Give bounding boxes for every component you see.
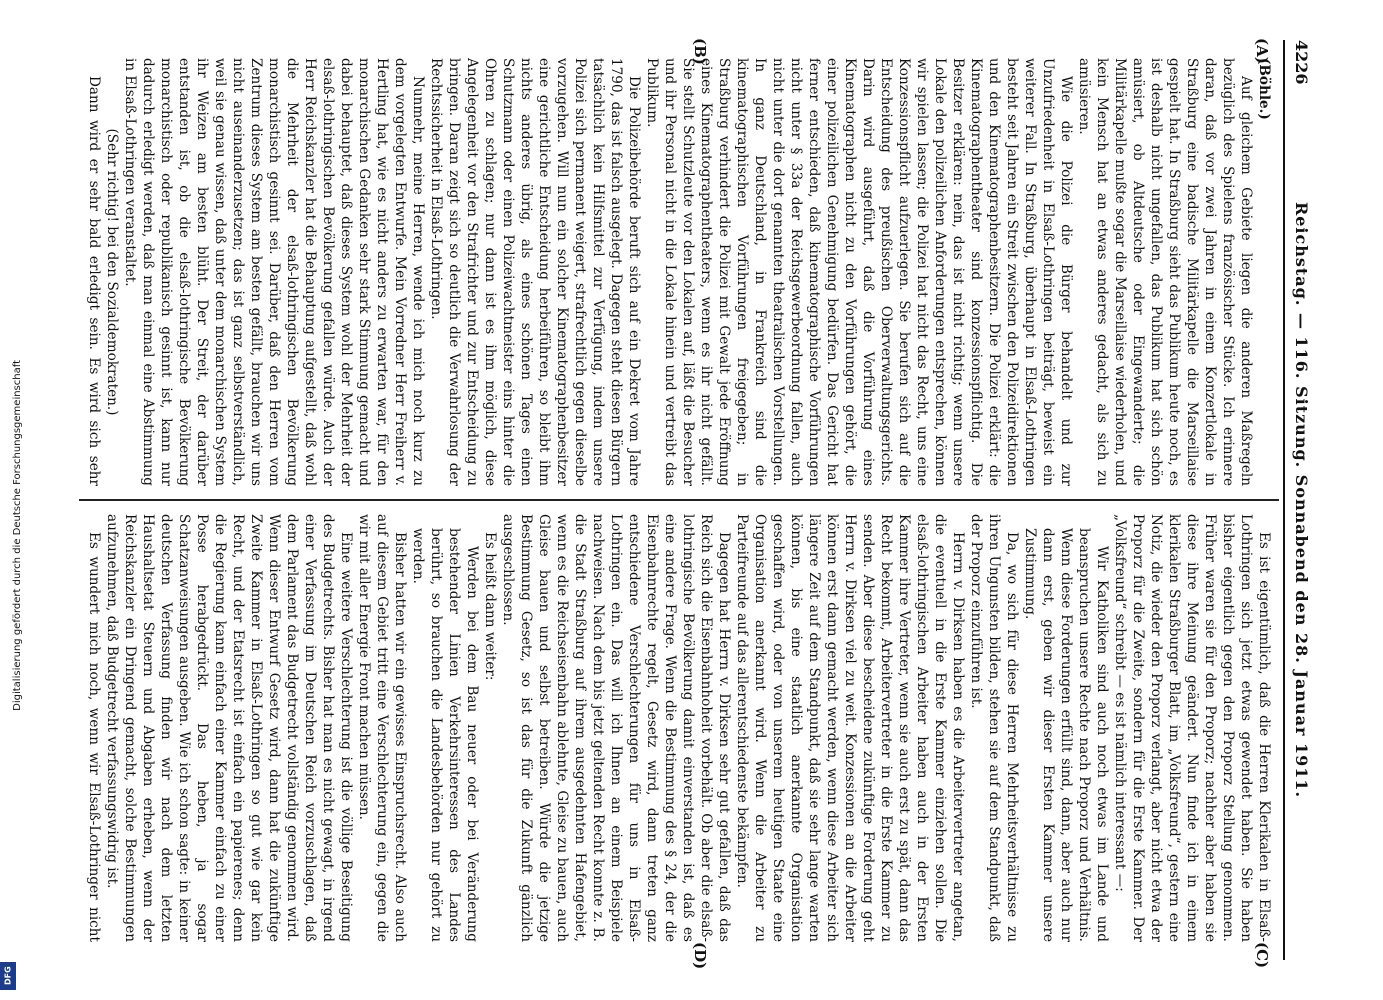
quote-paragraph: Werden bei dem Bau neuer oder bei Veränderung bestehender Linien Verkehrsinteressen des Landes berührt, so brauchen die Landesbehörden nur gehört zu werden. bbox=[410, 528, 480, 942]
paragraph: Es heißt dann weiter: bbox=[482, 532, 498, 681]
interjection: (Sehr richtig! bei den Sozialdemokraten.) bbox=[104, 128, 120, 416]
paragraph: Dagegen hat Herrn v. Dirksen sehr gut gefallen, daß das Reich sich die Eisenbahnhoheit vorbehält. Ob aber die elsaß-lothringische Bevölkerung damit einverstanden ist, daß es eine andere Frage. Wenn die Bestimmung des § 24, der die Eisenbahnrechte regelt, Gesetz wird, dann treten ganz entschiedene Verschlechterungen für uns in Elsaß-Lothringen ein. Das will ich Ihnen an einem Beispiele nachweisen. Nach dem bis jetzt geltenden Recht konnte z. B. die Stadt Straßburg auf ihrem ausgedehnten Hafengebiet, wenn es die Reichseisenbahn ablehnte, Gleise zu bauen, auch Gleise bauen und selbst betreiben. Würde die jetzige Bestimmung Gesetz, so ist das für die Zukunft gänzlich ausgeschlossen. bbox=[500, 514, 732, 942]
paragraph: Herrn v. Dirksen haben es die Arbeitervertreter angetan, die eventuell in die Erste Kammer einziehen sollen. Die elsaß-lothringischen Arbeiter haben auch in der Ersten Kammer ihre Vertreter, wenn sie auch erst zu spät, dann das Recht bekommt, Arbeitervertreter in die Erste Kammer zu senden. Aber diese bescheidene zukünftige Forderung geht Herrn v. Dirksen viel zu weit. Konzessionen an die Arbeiter können erst dann gemacht werden, wenn diese Arbeiter sich längere Zeit auf dem Standpunkt, daß sie sehr lange warten können, bis eine staatlich anerkannte Organisation geschaffen wird, oder von unserem heutigen Staate eine Organisation anerkannt wird. Wenn die Arbeiter zu Parteifreunde auf das allerentschiedenste bekämpfen. bbox=[734, 514, 966, 942]
paragraph: Es ist eigentümlich, daß die Herren Klerikalen in Elsaß-Lothringen sich jetzt etwas gewendet haben. Sie haben bisher eigentlich gegen den Proporz Stellung genommen. Früher waren sie für den Proporz; nachher aber haben sie diese ihre Meinung geändert. Nun finde ich in einem klerikalen Straßburger Blatt, im „Volksfreund“, gestern eine Notiz, die wieder den Proporz verlangt, aber nicht etwa der Proporz für die Zweite, sondern für die Erste Kammer. Der „Volksfreund“ schreibt — es ist nämlich interessant —: bbox=[1112, 514, 1272, 942]
page-number: 4226 bbox=[1292, 40, 1311, 85]
dfg-logo: DFG bbox=[0, 962, 16, 990]
page-title: Reichstag. — 116. Sitzung. Sonnabend den 28. Januar 1911. bbox=[1292, 201, 1311, 799]
margin-letter-a: (A) bbox=[1253, 38, 1271, 64]
paragraph: Wie die Polizei die Bürger behandelt und zur Unzufriedenheit in Elsaß-Lothringen beiträgt, beweist ein weiterer Fall. In Straßburg, überhaupt in Elsaß-Lothringen besteht seit Jahren ein Streit zwischen den Polizeidirektionen und den Kinematographenbesitzern. Die Polizei erklärt: die Kinematographentheater sind konzessionspflichtig. Die Besitzer erklären: nein, das ist nicht richtig; wenn unsere Lokale den polizeilichen Anforderungen entsprechen, können wir spielen lassen; die Polizei hat nicht das Recht, uns eine Konzessionspflicht aufzuerlegen. Sie berufen sich auf die Entscheidung des preußischen Oberverwaltungsgerichts. Darin wird ausgeführt, daß die Vorführung eines Kinematographen nicht zu den Vorführungen gehört, die einer polizeilichen Genehmigung bedürfen. Das Gericht hat ferner entschieden, daß kinematographische Vorführungen nicht unter § 33a der Reichsgewerbeordnung fallen, auch nicht unter die dort genannten theatralischen Vorstellungen. In ganz Deutschland, in Frankreich sind die kinematographischen Vorführungen freigegeben; in Straßburg verhindert die Polizei mit Gewalt jede Eröffnung eines Kinematographentheaters, wenn es ihr nicht gefällt. Sie stellt Schutzleute vor den Lokalen auf, läßt die Besucher und ihr Personal nicht in die Lokale hinein und vertreibt das Publikum. bbox=[644, 58, 1074, 486]
margin-letter-c: (C) bbox=[1253, 942, 1271, 969]
paragraph: Eine weitere Verschlechterung ist die völlige Beseitigung des Budgetrechts. Bisher hat man es nicht gewagt, in irgend einer Verfassung im Deutschen Reich vorzuschlagen, daß dem Parlament das Budgetrecht vollständig genommen wird. Wenn dieser Entwurf Gesetz wird, dann hat die zukünftige Zweite Kammer in Elsaß-Lothringen so gut wie gar kein Recht, und der Etatsrecht ist einfach ein papierenes; denn die Regierung kann einfach einer Kammer einfach zu einer Posse herabgedrückt. Das heben, ja sogar Schatzanweisungen ausgeben. Wie ich schon sagte: in keiner deutschen Verfassung finden wir nach dem letzten Haushaltsetat Steuern und Abgaben erheben, wenn der Reichskanzler ein Dringend gemacht, solche Bestimmungen aufzunehmen, daß Budgetrecht verfassungswidrig ist. bbox=[104, 514, 354, 942]
digitization-credit: Digitalisierung gefördert durch die Deutsche Forschungsgemeinschaft bbox=[12, 360, 23, 711]
paragraph: Auf gleichem Gebiete liegen die anderen Maßregeln bezüglich des Spielens französischer Stücke. Ich erinnere daran, daß vor zwei Jahren in einem Konzertlokale in Straßburg eine badische Militärkapelle die Marseillaise gespielt hat. In Straßburg sieht das Publikum heute noch, es ist deshalb nicht ungefallen, das Publikum hat sich schön amüsiert, ob Altdeutsche oder Eingewanderte; die Militärkapelle mußte sogar die Marseillaise wiederholen, und kein Mensch hat an etwas anderes gedacht, als sich zu amüsieren. bbox=[1076, 58, 1254, 486]
margin-letter-d: (D) bbox=[691, 942, 709, 970]
margin-letter-b: (B) bbox=[691, 38, 709, 65]
newspaper-page bbox=[70, 38, 1315, 970]
right-column bbox=[83, 514, 1273, 942]
paragraph: Bisher hatten wir ein gewisses Einspruchsrecht. Also auch auf diesem Gebiet tritt eine Verschlechterung ein, gegen die wir mit aller Energie Front machen müssen. bbox=[356, 514, 408, 942]
paragraph: Die Polizeibehörde beruft sich auf ein Dekret vom Jahre 1790, das ist falsch ausgelegt. Dagegen steht diesen Bürgern tatsächlich kein Hilfsmittel zur Verfügung, indem unsere Polizei sich permanent weigert, strafrechtlich gegen dieselbe vorzugehen. Will nun ein solcher Kinematographenbesitzer eine gerichtliche Entscheidung herbeiführen, so bleibt ihm nichts anderes übrig, als eines schönen Tages einen Schutzmann oder einen Polizeiwachtmeister eins hinter die Ohren zu schlagen; nur dann ist es ihm möglich, diese Angelegenheit vor den Strafrichter und zur Entscheidung zu bringen. Daran zeigt sich so deutlich die Verwahrlosung der Rechtssicherheit in Elsaß-Lothringen. bbox=[428, 58, 642, 486]
speaker-name: (Böhle.) bbox=[1256, 58, 1272, 120]
column-divider bbox=[79, 499, 1279, 501]
page-header bbox=[1283, 40, 1315, 960]
paragraph: Nunmehr, meine Herren, wende ich mich noch kurz zu dem vorgelegten Entwurfe. Mein Vorredner Herr Freiherr v. Hertling hat, wie es nicht anders zu erwarten war, für den monarchischen Gedanken sehr stark Stimmung gemacht und dabei behauptet, daß dieses System wohl der Mehrheit der elsaß-lothringischen Bevölkerung gefallen würde. Auch der Herr Reichskanzler hat die Behauptung aufgestellt, daß wohl die Mehrheit der elsaß-lothringischen Bevölkerung monarchistisch gesinnt sei. Darüber, daß den Herren vom Zentrum dieses System am besten gefällt, brauchen wir uns nicht auseinanderzusetzen; das ist ganz selbstverständlich, weil sie genau wissen, daß unter dem monarchischen System ihr Weizen am besten blüht. Der Streit, der darüber entstanden ist, ob die elsaß-lothringische Bevölkerung monarchistisch oder republikanisch gesinnt ist, kann nur dadurch erledigt werden, daß man einmal eine Abstimmung in Elsaß-Lothringen veranstaltet. bbox=[122, 58, 426, 486]
paragraph: Da, wo sich für diese Herren Mehrheitsverhältnisse zu ihren Ungunsten bilden, stehen sie auf dem Standpunkt, daß der Proporz einzuführen ist. bbox=[968, 514, 1020, 942]
paragraph: Dann wird er sehr bald erledigt sein. Es wird sich sehr bbox=[86, 76, 102, 486]
quote-paragraph: Wir Katholiken sind auch noch etwas im Lande und beanspruchen unsere Rechte nach Proporz und Verhältnis. Wenn diese Forderungen erfüllt sind, dann, aber auch nur dann erst, geben wir dieser Ersten Kammer unsere Zustimmung. bbox=[1022, 528, 1110, 942]
left-column bbox=[83, 58, 1273, 486]
paragraph: Es wundert mich noch, wenn wir Elsaß-Lothringer nicht bbox=[86, 532, 102, 942]
